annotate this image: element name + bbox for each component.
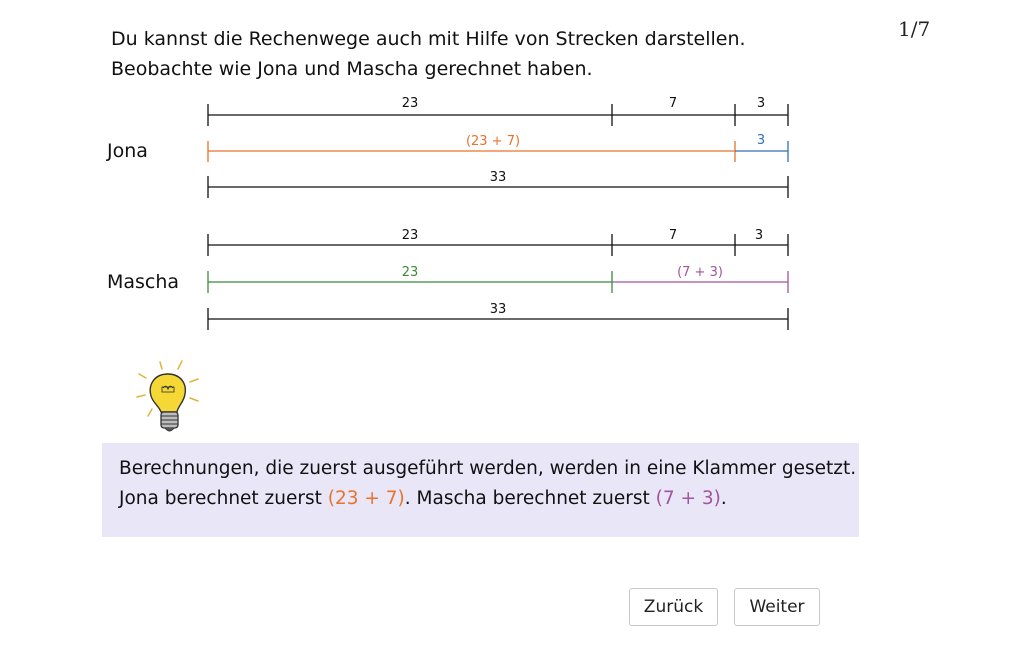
- back-button[interactable]: Zurück: [629, 588, 718, 626]
- intro-line-1: Du kannst die Rechenwege auch mit Hilfe von Strecken darstellen.: [111, 28, 746, 50]
- tip-box: [102, 443, 859, 537]
- intro-line-2: Beobachte wie Jona und Mascha gerechnet haben.: [111, 58, 593, 80]
- tip-line-2-text-b: . Mascha berechnet zuerst: [404, 488, 656, 509]
- next-button[interactable]: Weiter: [734, 588, 820, 626]
- mascha-top-label-2: 7: [668, 228, 678, 243]
- mascha-top-segments: [208, 234, 788, 256]
- tip-line-2-text-a: Jona berechnet zuerst: [119, 488, 328, 509]
- tip-highlight-mascha: (7 + 3): [655, 488, 721, 509]
- tip-line-2-text-c: .: [720, 488, 727, 509]
- jona-label: Jona: [107, 140, 148, 162]
- jona-total-label: 33: [489, 170, 507, 185]
- mascha-label: Mascha: [107, 271, 180, 293]
- jona-middle-label-1: (23 + 7): [465, 134, 521, 149]
- lightbulb-icon: [132, 358, 202, 442]
- mascha-middle-label-1: 23: [401, 265, 419, 280]
- jona-middle-label-2: 3: [756, 133, 766, 148]
- jona-top-label-1: 23: [401, 96, 419, 111]
- tip-highlight-jona: (23 + 7): [327, 488, 405, 509]
- mascha-top-label-3: 3: [754, 228, 764, 243]
- jona-top-label-3: 3: [756, 96, 766, 111]
- jona-top-label-2: 7: [668, 96, 678, 111]
- mascha-middle-label-2: (7 + 3): [677, 265, 723, 280]
- mascha-total-label: 33: [489, 302, 507, 317]
- mascha-top-label-1: 23: [401, 228, 419, 243]
- tip-line-1: Berechnungen, die zuerst ausgeführt werden, werden in eine Klammer gesetzt.: [119, 458, 857, 479]
- page-counter: 1/7: [898, 17, 931, 41]
- jona-top-segments: [208, 104, 788, 126]
- tip-line-2: [119, 484, 727, 514]
